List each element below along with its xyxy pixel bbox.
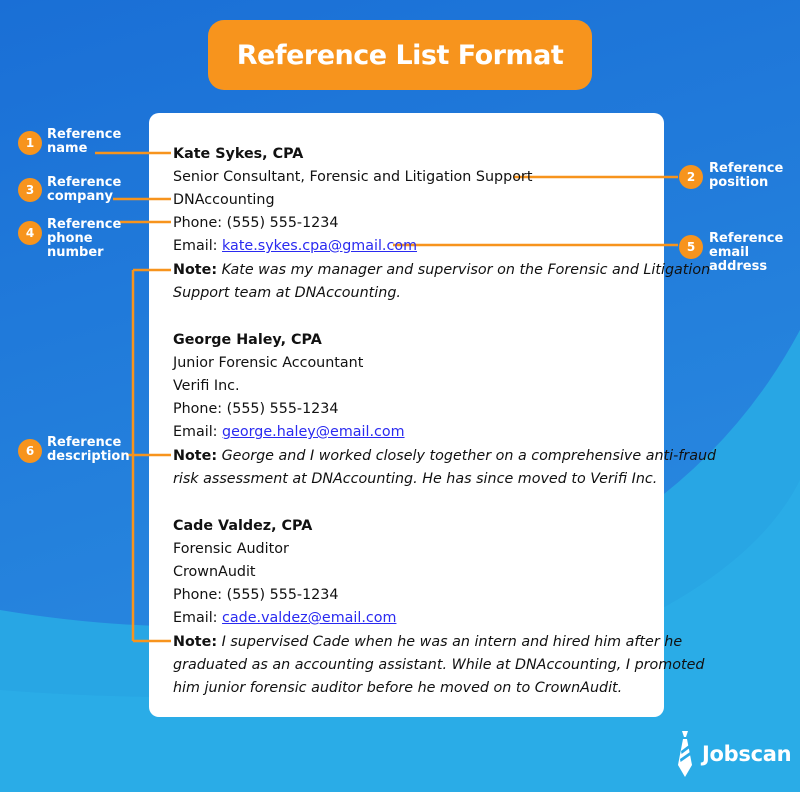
reference-position: Forensic Auditor (173, 541, 289, 557)
email-link[interactable]: kate.sykes.cpa@gmail.com (222, 238, 418, 254)
jobscan-logo (676, 731, 791, 777)
reference-note-line (173, 447, 716, 465)
reference-phone: Phone: (555) 555-1234 (173, 215, 339, 231)
reference-company: DNAccounting (173, 192, 275, 208)
reference-company: Verifi Inc. (173, 378, 240, 394)
reference-position: Junior Forensic Accountant (173, 355, 364, 371)
reference-note-line (173, 633, 682, 651)
callout-badge-5: 5 (679, 235, 703, 259)
note-label: Note: (173, 262, 218, 278)
email-label: Email: (173, 424, 223, 440)
email-label: Email: (173, 610, 223, 626)
reference-company: CrownAudit (173, 564, 256, 580)
callout-badge-1: 1 (18, 131, 42, 155)
reference-name: Cade Valdez, CPA (173, 518, 313, 534)
reference-phone: Phone: (555) 555-1234 (173, 587, 339, 603)
jobscan-tie-icon (676, 731, 694, 777)
reference-email-row (173, 609, 396, 627)
callout-label-4: Reference phone number (47, 217, 122, 260)
note-text: graduated as an accounting assistant. While at DNAccounting, I promoted (173, 657, 705, 673)
reference-phone: Phone: (555) 555-1234 (173, 401, 339, 417)
callout-badge-4: 4 (18, 221, 42, 245)
callout-label-2: Reference position (709, 161, 784, 190)
email-link[interactable]: george.haley@email.com (222, 424, 405, 440)
note-label: Note: (173, 634, 218, 650)
callout-label-6: Reference description (47, 435, 130, 464)
page-title: Reference List Format (208, 20, 592, 90)
callout-label-3: Reference company (47, 175, 122, 204)
note-text: him junior forensic auditor before he moved on to CrownAudit. (173, 680, 623, 696)
callout-label-1: Reference name (47, 127, 122, 156)
reference-email-row (173, 423, 405, 441)
note-text: risk assessment at DNAccounting. He has since moved to Verifi Inc. (173, 471, 658, 487)
callout-label-5: Reference email address (709, 231, 784, 274)
reference-name: George Haley, CPA (173, 332, 322, 348)
note-label: Note: (173, 448, 218, 464)
callout-badge-3: 3 (18, 178, 42, 202)
callout-badge-2: 2 (679, 165, 703, 189)
reference-email-row (173, 237, 417, 255)
note-text: Support team at DNAccounting. (173, 285, 401, 301)
note-text: George and I worked closely together on a comprehensive anti-fraud (221, 448, 717, 464)
callout-badge-6: 6 (18, 439, 42, 463)
note-text: Kate was my manager and supervisor on the Forensic and Litigation (221, 262, 711, 278)
email-link[interactable]: cade.valdez@email.com (222, 610, 397, 626)
reference-position: Senior Consultant, Forensic and Litigation Support (173, 169, 533, 185)
reference-note-line (173, 261, 710, 279)
logo-text: Jobscan (702, 742, 792, 766)
email-label: Email: (173, 238, 223, 254)
reference-name: Kate Sykes, CPA (173, 146, 304, 162)
note-text: I supervised Cade when he was an intern and hired him after he (221, 634, 683, 650)
